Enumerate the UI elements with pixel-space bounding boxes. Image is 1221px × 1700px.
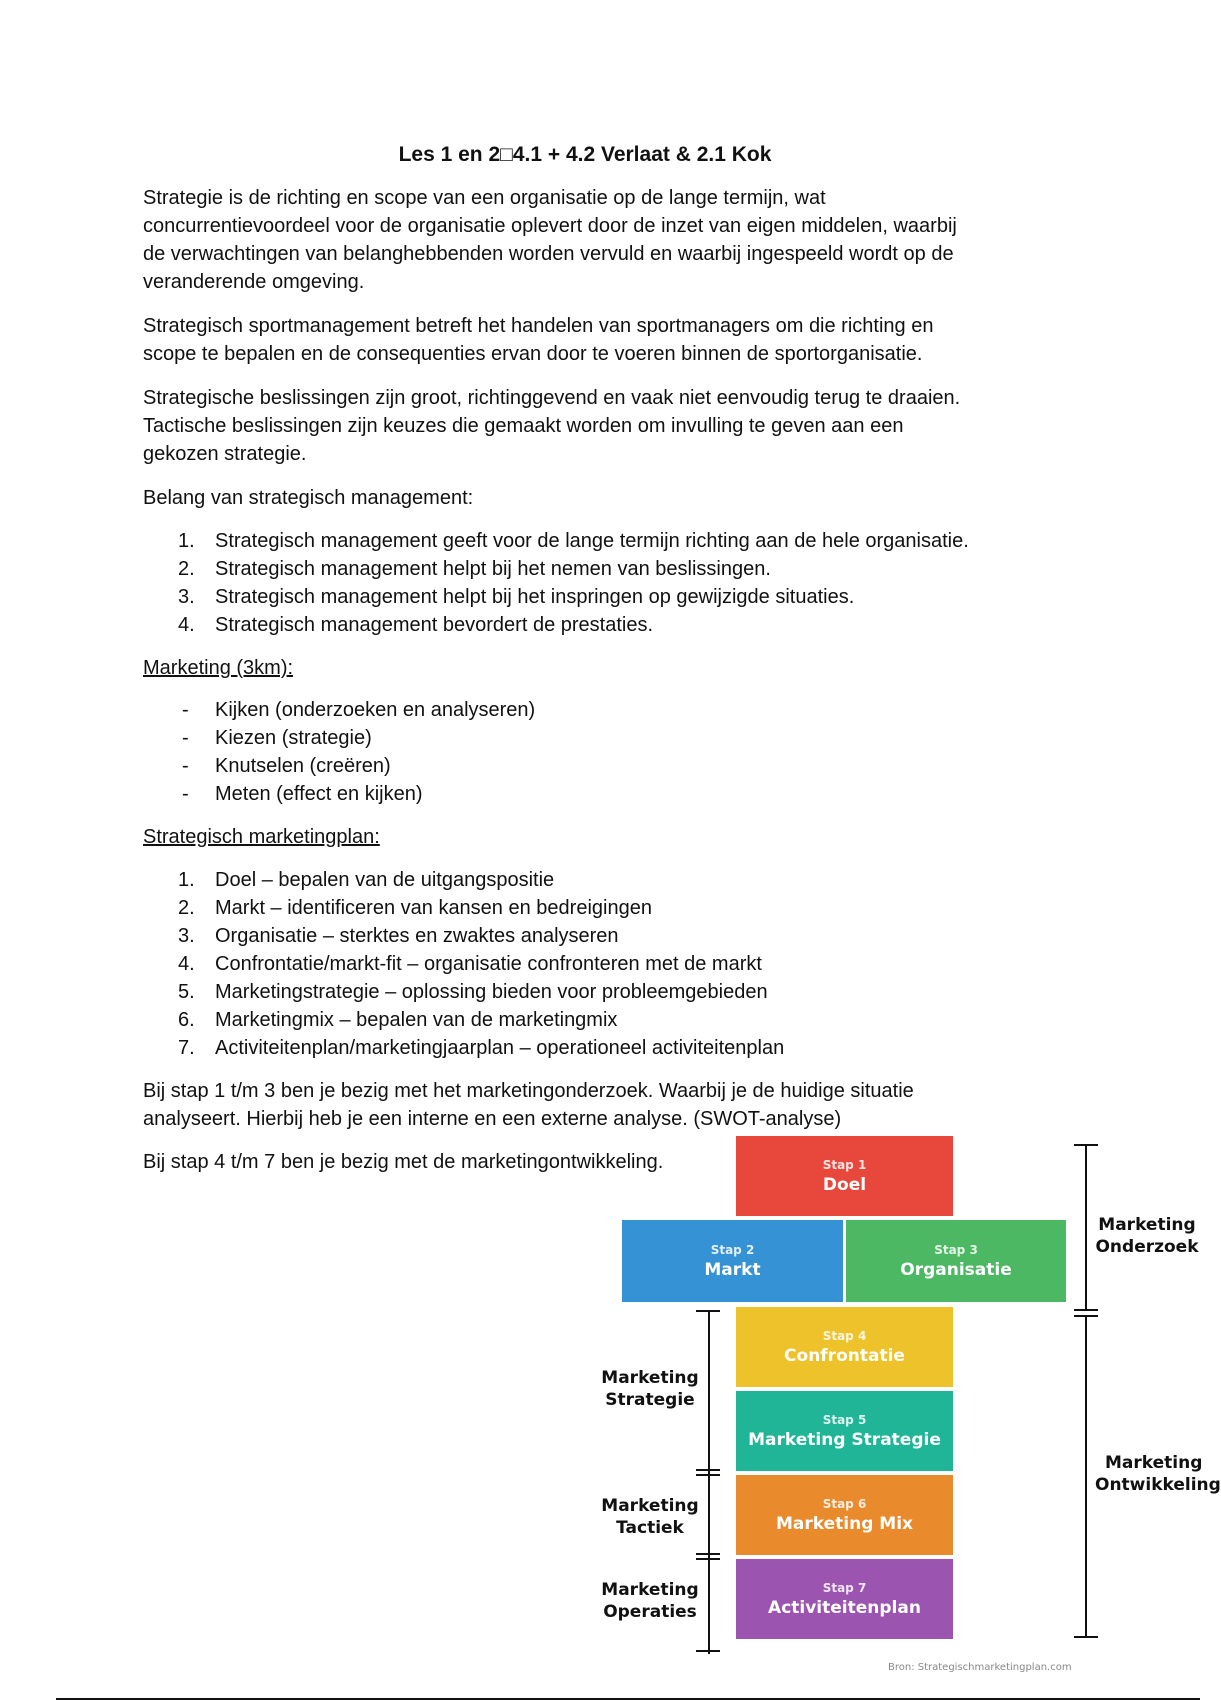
- page-title: Les 1 en 2□4.1 + 4.2 Verlaat & 2.1 Kok: [398, 143, 772, 166]
- label-line: Marketing: [601, 1368, 699, 1388]
- bracket-tick: [1074, 1144, 1098, 1146]
- list-number: 3.: [178, 925, 195, 947]
- list-item: [178, 583, 969, 611]
- label-line: Operaties: [603, 1602, 697, 1622]
- text-line: gekozen strategie.: [143, 443, 307, 465]
- list-number: 5.: [178, 981, 195, 1003]
- step-number: Stap 3: [934, 1242, 978, 1257]
- step-box-marketing-mix: [736, 1475, 953, 1555]
- step-box-organisatie: [846, 1220, 1066, 1302]
- diagram-source: Bron: Strategischmarketingplan.com: [888, 1662, 1072, 1673]
- list-dash: -: [182, 755, 189, 777]
- list-number: 1.: [178, 530, 195, 552]
- label-marketing-tactiek: [600, 1495, 700, 1539]
- label-marketing-strategie: [600, 1367, 700, 1411]
- step-number: Stap 2: [710, 1242, 755, 1257]
- text-line: scope te bepalen en de consequenties ervan door te voeren binnen de sportorganisatie.: [143, 343, 923, 365]
- marketingplan-diagram: [600, 1130, 1221, 1690]
- bracket-left: [708, 1310, 710, 1654]
- list-text: Strategisch management helpt bij het inspringen op gewijzigde situaties.: [215, 586, 855, 608]
- step-number: Stap 6: [822, 1496, 867, 1511]
- step-box-marketing-strategie: [736, 1391, 953, 1471]
- list-number: 2.: [178, 897, 195, 919]
- label-line: Marketing: [1098, 1215, 1196, 1235]
- bracket-tick: [696, 1469, 720, 1471]
- step-number: Stap 1: [822, 1157, 867, 1172]
- bracket-tick: [696, 1650, 720, 1652]
- list-item: [178, 780, 535, 808]
- list-item: [178, 1034, 784, 1062]
- list-text: Strategisch management helpt bij het nemen van beslissingen.: [215, 558, 771, 580]
- step-box-activiteitenplan: [736, 1559, 953, 1639]
- list-text: Knutselen (creëren): [215, 755, 391, 777]
- text-line: analyseert. Hierbij heb je een interne en een externe analyse. (SWOT-analyse): [143, 1108, 842, 1130]
- label-line: Ontwikkeling: [1095, 1475, 1221, 1495]
- list-number: 7.: [178, 1037, 195, 1059]
- label-line: Onderzoek: [1095, 1237, 1199, 1257]
- bracket-tick: [1074, 1315, 1098, 1317]
- step-name: Confrontatie: [784, 1345, 905, 1366]
- bracket-tick: [1074, 1309, 1098, 1311]
- label-line: Tactiek: [616, 1518, 684, 1538]
- bracket-onderzoek: [1085, 1144, 1087, 1311]
- step-number: Stap 7: [822, 1580, 867, 1595]
- list-item: [178, 950, 784, 978]
- list-item: [178, 922, 784, 950]
- text-line: Strategische beslissingen zijn groot, richtinggevend en vaak niet eenvoudig terug te draaien.: [143, 387, 961, 409]
- list-number: 1.: [178, 869, 195, 891]
- list-item: [178, 978, 784, 1006]
- list-number: 6.: [178, 1009, 195, 1031]
- step-name: Doel: [822, 1174, 867, 1195]
- bracket-ontwikkeling: [1085, 1315, 1087, 1638]
- list-dash: -: [182, 783, 189, 805]
- list-text: Meten (effect en kijken): [215, 783, 423, 805]
- paragraph-beslissingen: [143, 384, 1103, 468]
- belang-heading: Belang van strategisch management:: [143, 487, 474, 509]
- list-item: [178, 611, 969, 639]
- list-text: Marketingmix – bepalen van de marketingmix: [215, 1009, 618, 1031]
- bracket-tick: [1074, 1636, 1098, 1638]
- list-item: [178, 724, 535, 752]
- label-line: Marketing: [1105, 1453, 1203, 1473]
- marketing-heading: Marketing (3km):: [143, 657, 294, 679]
- step-name: Marketing Mix: [775, 1513, 913, 1534]
- list-text: Organisatie – sterktes en zwaktes analyseren: [215, 925, 619, 947]
- paragraph-sportmanagement: [143, 312, 1103, 368]
- step-name: Organisatie: [900, 1259, 1012, 1280]
- bracket-tick: [696, 1474, 720, 1476]
- text-line: Strategie is de richting en scope van een organisatie op de lange termijn, wat: [143, 187, 826, 209]
- belang-list: [178, 527, 969, 639]
- list-dash: -: [182, 699, 189, 721]
- list-text: Marketingstrategie – oplossing bieden voor probleemgebieden: [215, 981, 768, 1003]
- list-text: Activiteitenplan/marketingjaarplan – operationeel activiteitenplan: [215, 1037, 785, 1059]
- step-box-confrontatie: [736, 1307, 953, 1387]
- plan-list: [178, 866, 784, 1062]
- step-name: Activiteitenplan: [768, 1597, 921, 1618]
- list-item: [178, 527, 969, 555]
- list-number: 3.: [178, 586, 195, 608]
- label-line: Strategie: [605, 1390, 695, 1410]
- bracket-tick: [696, 1553, 720, 1555]
- bracket-tick: [696, 1310, 720, 1312]
- text-line: Tactische beslissingen zijn keuzes die gemaakt worden om invulling te geven aan een: [143, 415, 904, 437]
- marketing-list: [178, 696, 535, 808]
- text-line: veranderende omgeving.: [143, 271, 365, 293]
- text-line: Strategisch sportmanagement betreft het handelen van sportmanagers om die richting en: [143, 315, 934, 337]
- plan-heading: Strategisch marketingplan:: [143, 826, 380, 848]
- text-line: de verwachtingen van belanghebbenden worden vervuld en waarbij ingespeeld wordt op de: [143, 243, 954, 265]
- text-line: Bij stap 1 t/m 3 ben je bezig met het marketingonderzoek. Waarbij je de huidige situatie: [143, 1080, 914, 1102]
- list-item: [178, 555, 969, 583]
- list-text: Strategisch management bevordert de prestaties.: [215, 614, 654, 636]
- text-line: concurrentievoordeel voor de organisatie oplevert door de inzet van eigen middelen, waarbij: [143, 215, 957, 237]
- list-item: [178, 1006, 784, 1034]
- label-line: Marketing: [601, 1580, 699, 1600]
- list-text: Kijken (onderzoeken en analyseren): [215, 699, 536, 721]
- list-text: Strategisch management geeft voor de lange termijn richting aan de hele organisatie.: [215, 530, 969, 552]
- step-box-doel: [736, 1136, 953, 1216]
- bracket-tick: [696, 1558, 720, 1560]
- list-number: 4.: [178, 953, 195, 975]
- step-name: Markt: [704, 1259, 761, 1280]
- list-text: Doel – bepalen van de uitgangspositie: [215, 869, 555, 891]
- list-text: Confrontatie/markt-fit – organisatie confronteren met de markt: [215, 953, 762, 975]
- list-number: 4.: [178, 614, 195, 636]
- list-item: [178, 894, 784, 922]
- list-item: [178, 866, 784, 894]
- list-text: Kiezen (strategie): [215, 727, 372, 749]
- paragraph-stap-4-7: Bij stap 4 t/m 7 ben je bezig met de marketingontwikkeling.: [143, 1151, 664, 1173]
- label-marketing-ontwikkeling: [1092, 1452, 1221, 1496]
- label-marketing-operaties: [600, 1579, 700, 1623]
- step-box-markt: [622, 1220, 843, 1302]
- label-marketing-onderzoek: [1092, 1214, 1202, 1258]
- step-number: Stap 5: [822, 1412, 867, 1427]
- paragraph-stap-1-3: [143, 1077, 1103, 1133]
- step-number: Stap 4: [822, 1328, 867, 1343]
- label-line: Marketing: [601, 1496, 699, 1516]
- list-dash: -: [182, 727, 189, 749]
- step-name: Marketing Strategie: [748, 1429, 941, 1450]
- paragraph-strategie: [143, 184, 1103, 296]
- list-item: [178, 696, 535, 724]
- list-text: Markt – identificeren van kansen en bedreigingen: [215, 897, 652, 919]
- list-item: [178, 752, 535, 780]
- list-number: 2.: [178, 558, 195, 580]
